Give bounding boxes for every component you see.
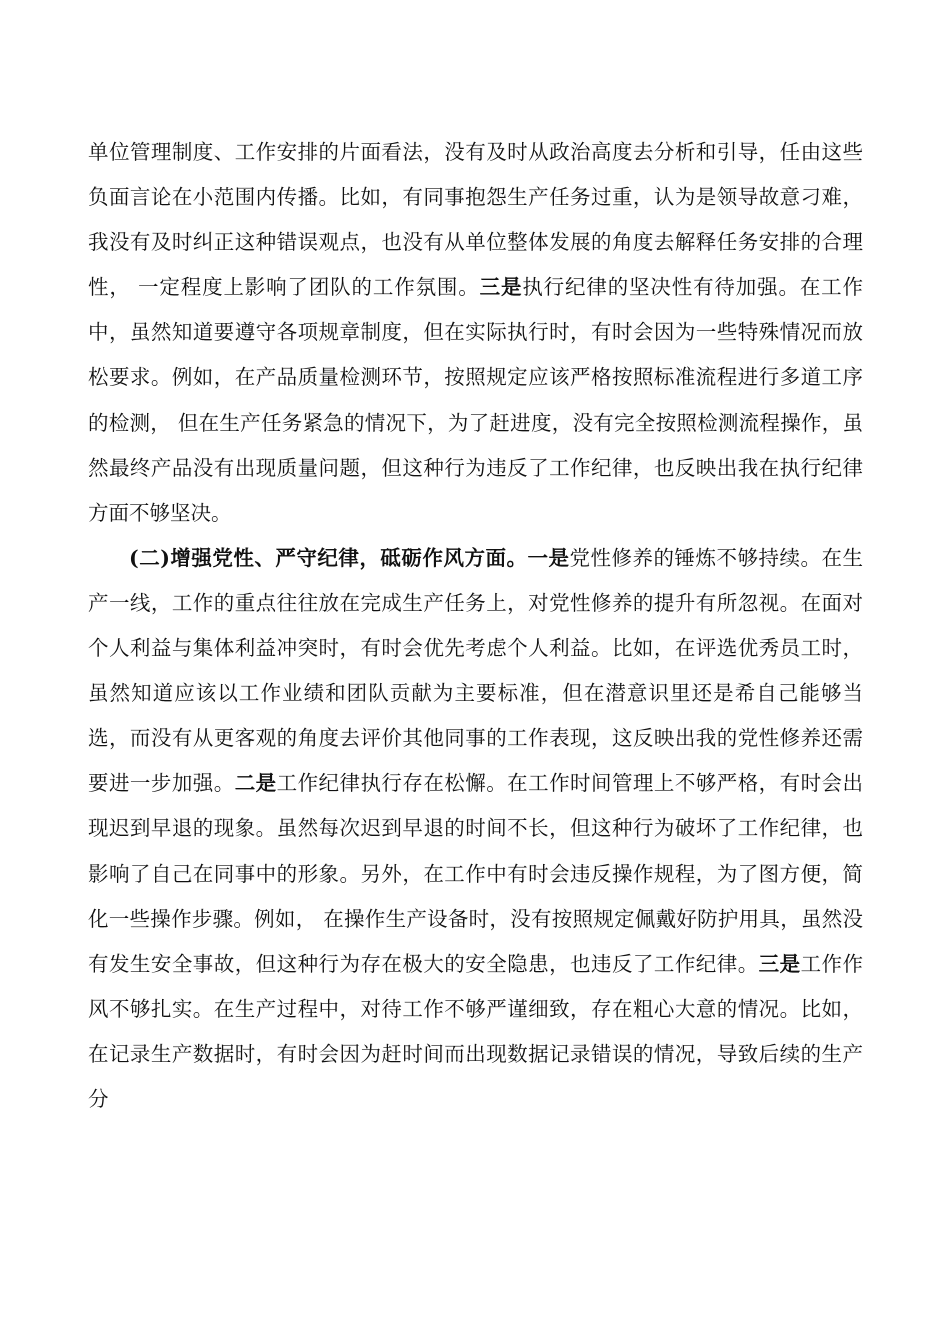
paragraph-2-text-3: 工作作风不够扎实。在生产过程中，对待工作不够严谨细致，存在粗心大意的情况。比如，在记录生产数据时，有时会因为赶时间而出现数据记录错误的情况，导致后续的生产分 (88, 951, 864, 1111)
point-one-label: 一是 (527, 545, 570, 570)
paragraph-1 (88, 130, 863, 536)
paragraph-2-text-2: 工作纪律执行存在松懈。在工作时间管理上不够严格，有时会出现迟到早退的现象。虽然每次迟到早退的时间不长，但这种行为破坏了工作纪律，也影响了自己在同事中的形象。另外，在工作中有时会违反操作规程，为了图方便，简化一些操作步骤。例如， 在操作生产设备时，没有按照规定佩戴好防护用具，虽然没有发生安全事故，但这种行为存在极大的安全隐患，也违反了工作纪律。 (88, 771, 864, 976)
paragraph-2 (88, 536, 863, 1122)
point-three-label: 三是 (479, 275, 523, 300)
point-three-label-2: 三是 (758, 951, 801, 976)
paragraph-1-text-1: 单位管理制度、工作安排的片面看法，没有及时从政治高度去分析和引导，任由这些负面言论在小范围内传播。比如，有同事抱怨生产任务过重，认为是领导故意刁难，我没有及时纠正这种错误观点，也没有从单位整体发展的角度去解释任务安排的合理性， 一定程度上影响了团队的工作氛围。 (88, 140, 863, 300)
document-page (88, 130, 863, 1122)
section-heading: (二)增强党性、严守纪律，砥砺作风方面。 (129, 545, 528, 570)
paragraph-2-text-1: 党性修养的锤炼不够持续。在生产一线，工作的重点往往放在完成生产任务上，对党性修养的提升有所忽视。在面对个人利益与集体利益冲突时，有时会优先考虑个人利益。比如，在评选优秀员工时， 虽然知道应该以工作业绩和团队贡献为主要标准，但在潜意识里还是希自己能够当选，而没有从更客观的角度去评价其他同事的工作表现，这反映出我的党性修养还需要进一步加强。 (88, 545, 864, 796)
point-two-label: 二是 (234, 771, 277, 796)
paragraph-1-text-2: 执行纪律的坚决性有待加强。在工作中，虽然知道要遵守各项规章制度，但在实际执行时，有时会因为一些特殊情况而放松要求。例如，在产品质量检测环节，按照规定应该严格按照标准流程进行多道工序的检测， 但在生产任务紧急的情况下，为了赶进度，没有完全按照检测流程操作，虽然最终产品没有出现质量问题，但这种行为违反了工作纪律，也反映出我在执行纪律方面不够坚决。 (88, 275, 864, 525)
